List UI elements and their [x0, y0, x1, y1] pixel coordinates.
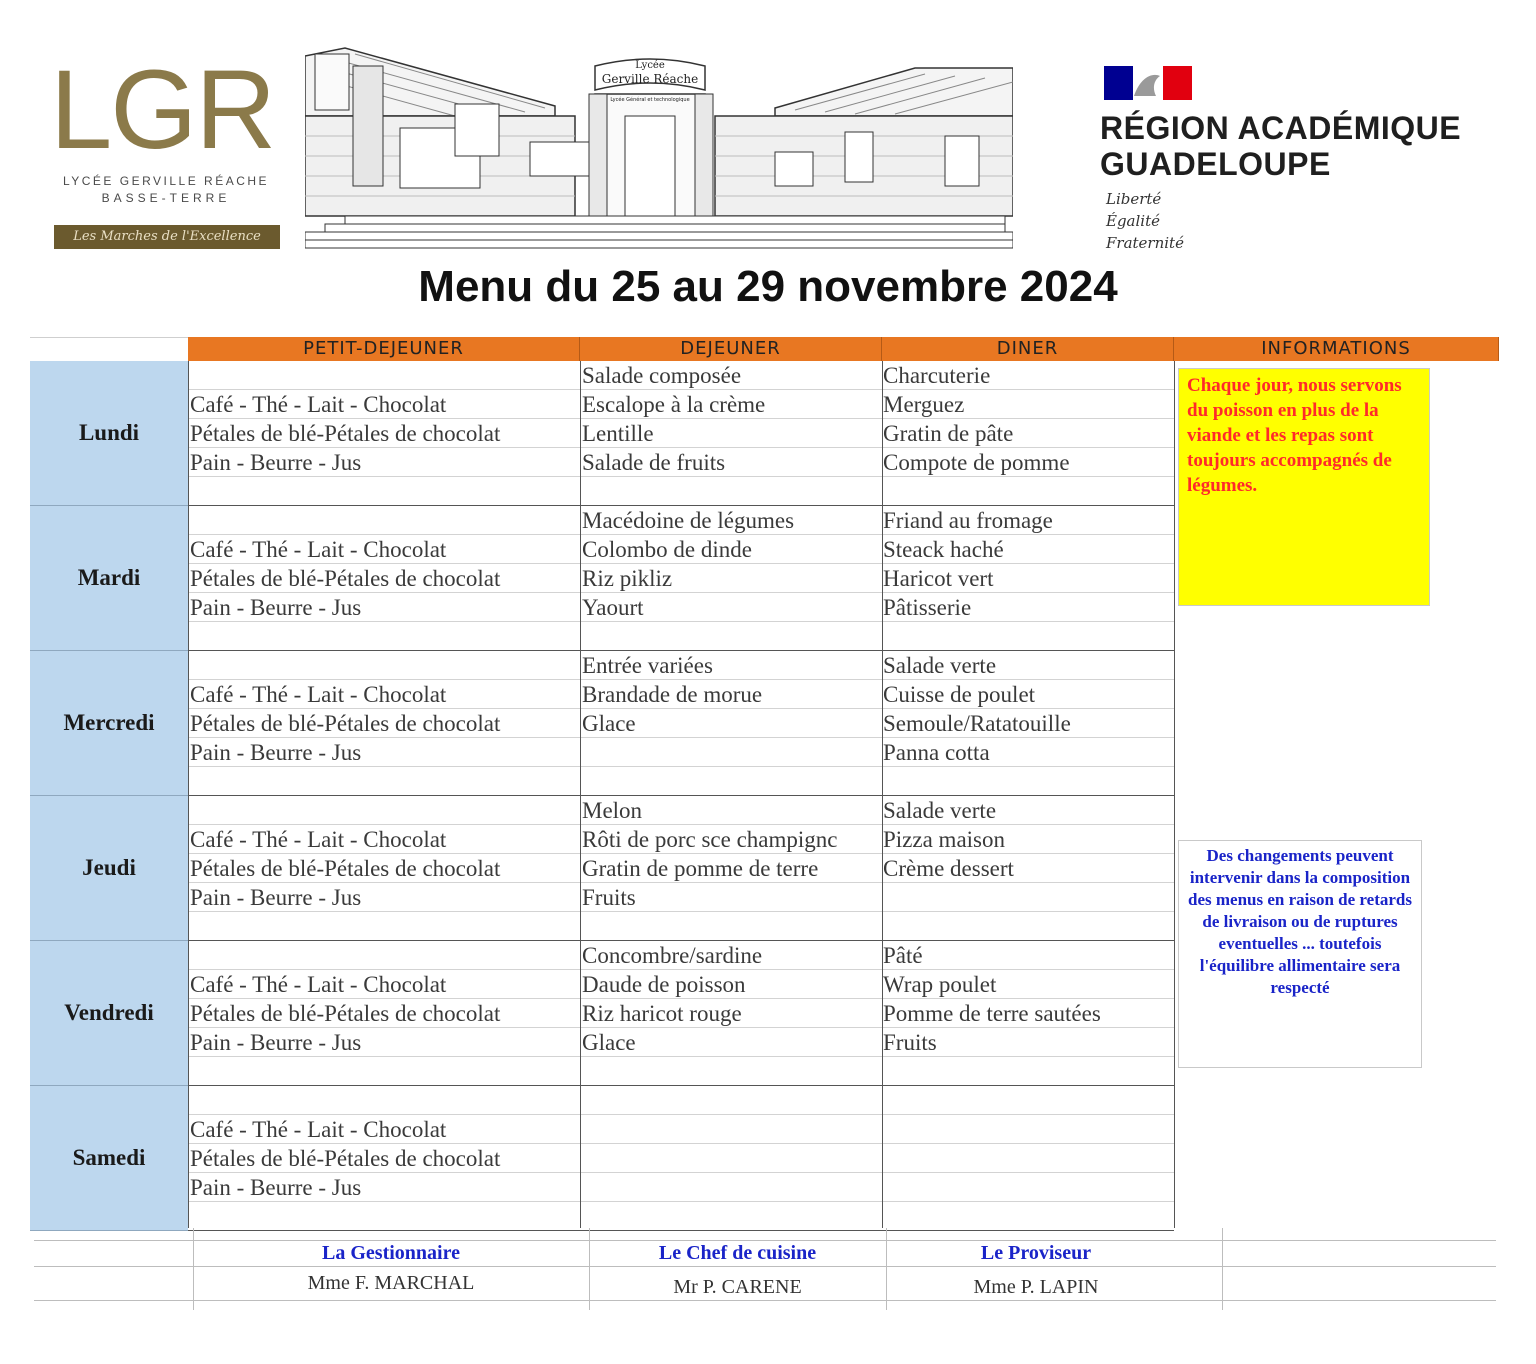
menu-cell-dinner: [883, 1086, 1173, 1115]
signature-title-chef: Le Chef de cuisine: [658, 1242, 817, 1264]
menu-cell-dinner: Friand au fromage: [883, 508, 1053, 533]
menu-cell-dinner: [883, 1173, 1173, 1202]
column-header-dinner: DINER: [882, 337, 1174, 361]
menu-cell-breakfast: [190, 477, 578, 506]
menu-cell-breakfast: Pétales de blé-Pétales de chocolat: [190, 1001, 501, 1026]
school-motto: Les Marches de l'Excellence: [54, 225, 280, 249]
menu-cell-dinner: Pâtisserie: [883, 595, 972, 620]
menu-cell-lunch: Gratin de pomme de terre: [582, 856, 819, 881]
region-logo: [1100, 66, 1520, 266]
page-title: Menu du 25 au 29 novembre 2024: [418, 262, 1118, 311]
building-drawing: [305, 46, 1013, 250]
menu-cell-breakfast: Pétales de blé-Pétales de chocolat: [190, 421, 501, 446]
info-notice-changes: Des changements peuvent intervenir dans la composition des menus en raison de retards de livraison ou de ruptures eventuelles ... toutefois l'équilibre allimentaire sera respecté: [1178, 840, 1422, 1068]
column-header-lunch: DEJEUNER: [580, 337, 882, 361]
motto-egalite: Égalité: [1106, 212, 1160, 230]
menu-cell-dinner: Cuisse de poulet: [883, 682, 1036, 707]
menu-cell-dinner: Steack haché: [883, 537, 1004, 562]
day-label: Mercredi: [30, 651, 188, 796]
region-academy: GUADELOUPE: [1100, 146, 1331, 182]
menu-cell-breakfast: Café - Thé - Lait - Chocolat: [190, 1117, 447, 1142]
menu-cell-breakfast: Pétales de blé-Pétales de chocolat: [190, 1146, 501, 1171]
menu-cell-lunch: [582, 1173, 880, 1202]
region-name: RÉGION ACADÉMIQUE: [1100, 110, 1462, 146]
menu-cell-lunch: Glace: [582, 711, 636, 736]
school-logo-letters: LGR: [50, 47, 275, 172]
menu-cell-dinner: [883, 912, 1173, 941]
menu-cell-breakfast: Café - Thé - Lait - Chocolat: [190, 682, 447, 707]
menu-cell-lunch: Riz pikliz: [582, 566, 673, 591]
menu-cell-breakfast: [190, 1086, 578, 1115]
menu-cell-breakfast: [190, 506, 578, 535]
menu-cell-breakfast: [190, 796, 578, 825]
column-divider: [882, 361, 883, 1228]
menu-cell-dinner: Compote de pomme: [883, 450, 1070, 475]
menu-cell-breakfast: Café - Thé - Lait - Chocolat: [190, 972, 447, 997]
menu-cell-lunch: Fruits: [582, 885, 636, 910]
menu-cell-lunch: Rôti de porc sce champignc: [582, 827, 838, 852]
column-divider: [188, 361, 189, 1228]
menu-cell-breakfast: Café - Thé - Lait - Chocolat: [190, 537, 447, 562]
day-label: Vendredi: [30, 941, 188, 1086]
menu-cell-lunch: Salade composée: [582, 363, 742, 388]
marianne-flag-icon: [1104, 66, 1192, 100]
signature-name-manager: Mme F. MARCHAL: [307, 1272, 475, 1294]
menu-cell-breakfast: Pétales de blé-Pétales de chocolat: [190, 566, 501, 591]
signature-title-manager: La Gestionnaire: [322, 1242, 460, 1264]
menu-cell-breakfast: Pétales de blé-Pétales de chocolat: [190, 711, 501, 736]
menu-cell-dinner: Pomme de terre sautées: [883, 1001, 1101, 1026]
menu-cell-lunch: Lentille: [582, 421, 654, 446]
menu-cell-lunch: Brandade de morue: [582, 682, 763, 707]
menu-cell-lunch: Glace: [582, 1030, 636, 1055]
menu-cell-lunch: [582, 1086, 880, 1115]
school-building-illustration: [305, 46, 1013, 250]
column-header-breakfast: PETIT-DEJEUNER: [188, 337, 580, 361]
menu-cell-breakfast: [190, 361, 578, 390]
menu-cell-dinner: Wrap poulet: [883, 972, 997, 997]
menu-cell-lunch: [582, 1057, 880, 1086]
school-logo: [50, 47, 282, 258]
menu-cell-dinner: Pizza maison: [883, 827, 1005, 852]
menu-cell-dinner: [883, 1057, 1173, 1086]
menu-cell-dinner: Panna cotta: [883, 740, 990, 765]
menu-cell-lunch: [582, 767, 880, 796]
menu-cell-dinner: Merguez: [883, 392, 965, 417]
school-name: LYCÉE GERVILLE RÉACHE: [62, 174, 270, 188]
menu-cell-lunch: Melon: [582, 798, 643, 823]
menu-cell-dinner: Fruits: [883, 1030, 937, 1055]
menu-cell-breakfast: [190, 941, 578, 970]
menu-cell-breakfast: Pain - Beurre - Jus: [190, 885, 362, 910]
motto-fraternite: Fraternité: [1106, 234, 1184, 252]
motto-liberte: Liberté: [1106, 190, 1162, 208]
menu-cell-dinner: Semoule/Ratatouille: [883, 711, 1071, 736]
menu-cell-lunch: [582, 1144, 880, 1173]
menu-cell-dinner: Charcuterie: [883, 363, 991, 388]
menu-cell-breakfast: Café - Thé - Lait - Chocolat: [190, 392, 447, 417]
menu-cell-lunch: Daude de poisson: [582, 972, 746, 997]
menu-cell-dinner: [883, 767, 1173, 796]
school-city: BASSE-TERRE: [101, 191, 231, 205]
sign-line2: Gerville Réache: [601, 72, 699, 86]
menu-cell-breakfast: [190, 622, 578, 651]
signature-name-chef: Mr P. CARENE: [673, 1276, 802, 1298]
menu-cell-breakfast: [190, 651, 578, 680]
menu-cell-breakfast: [190, 1202, 578, 1231]
column-divider: [1174, 361, 1175, 1228]
menu-cell-breakfast: Pain - Beurre - Jus: [190, 595, 362, 620]
menu-cell-lunch: [582, 622, 880, 651]
column-header-information: INFORMATIONS: [1174, 337, 1499, 361]
menu-cell-lunch: Riz haricot rouge: [582, 1001, 742, 1026]
signature-rule-top: [34, 1240, 1496, 1241]
menu-cell-lunch: [582, 738, 880, 767]
menu-cell-breakfast: Pain - Beurre - Jus: [190, 740, 362, 765]
menu-cell-dinner: Crème dessert: [883, 856, 1014, 881]
menu-cell-dinner: Pâté: [883, 943, 923, 968]
menu-cell-dinner: [883, 1115, 1173, 1144]
sign-line3: Lycée Général et technologique: [610, 97, 690, 103]
menu-cell-breakfast: Pain - Beurre - Jus: [190, 1030, 362, 1055]
menu-cell-breakfast: Café - Thé - Lait - Chocolat: [190, 827, 447, 852]
menu-cell-dinner: [883, 1202, 1173, 1231]
signature-title-principal: Le Proviseur: [980, 1242, 1092, 1264]
menu-cell-dinner: Salade verte: [883, 653, 997, 678]
menu-cell-dinner: Haricot vert: [883, 566, 994, 591]
menu-cell-breakfast: Pain - Beurre - Jus: [190, 1175, 362, 1200]
menu-cell-breakfast: Pétales de blé-Pétales de chocolat: [190, 856, 501, 881]
day-label: Mardi: [30, 506, 188, 651]
menu-cell-breakfast: Pain - Beurre - Jus: [190, 450, 362, 475]
menu-cell-lunch: Colombo de dinde: [582, 537, 752, 562]
signature-name-principal: Mme P. LAPIN: [973, 1276, 1099, 1298]
day-label: Samedi: [30, 1086, 188, 1231]
signature-divider: [1222, 1228, 1223, 1310]
menu-cell-dinner: [883, 1144, 1173, 1173]
menu-cell-lunch: [582, 1115, 880, 1144]
menu-cell-lunch: Salade de fruits: [582, 450, 726, 475]
menu-cell-lunch: [582, 477, 880, 506]
menu-cell-lunch: Yaourt: [582, 595, 644, 620]
menu-cell-dinner: Salade verte: [883, 798, 997, 823]
sign-line1: Lycée: [635, 60, 665, 71]
menu-cell-lunch: [582, 1202, 880, 1231]
menu-cell-breakfast: [190, 767, 578, 796]
menu-cell-dinner: Gratin de pâte: [883, 421, 1014, 446]
menu-cell-dinner: [883, 883, 1173, 912]
menu-cell-dinner: [883, 622, 1173, 651]
column-divider: [580, 361, 581, 1228]
day-label: Lundi: [30, 361, 188, 506]
menu-cell-lunch: Escalope à la crème: [582, 392, 766, 417]
menu-cell-lunch: [582, 912, 880, 941]
menu-cell-breakfast: [190, 1057, 578, 1086]
menu-cell-dinner: [883, 477, 1173, 506]
menu-cell-breakfast: [190, 912, 578, 941]
table-top-rule: [30, 337, 188, 338]
day-label: Jeudi: [30, 796, 188, 941]
menu-cell-lunch: Entrée variées: [582, 653, 713, 678]
menu-cell-lunch: Concombre/sardine: [582, 943, 763, 968]
menu-cell-lunch: Macédoine de légumes: [582, 508, 795, 533]
info-notice-fish: Chaque jour, nous servons du poisson en plus de la viande et les repas sont toujours accompagnés de légumes.: [1178, 368, 1430, 606]
